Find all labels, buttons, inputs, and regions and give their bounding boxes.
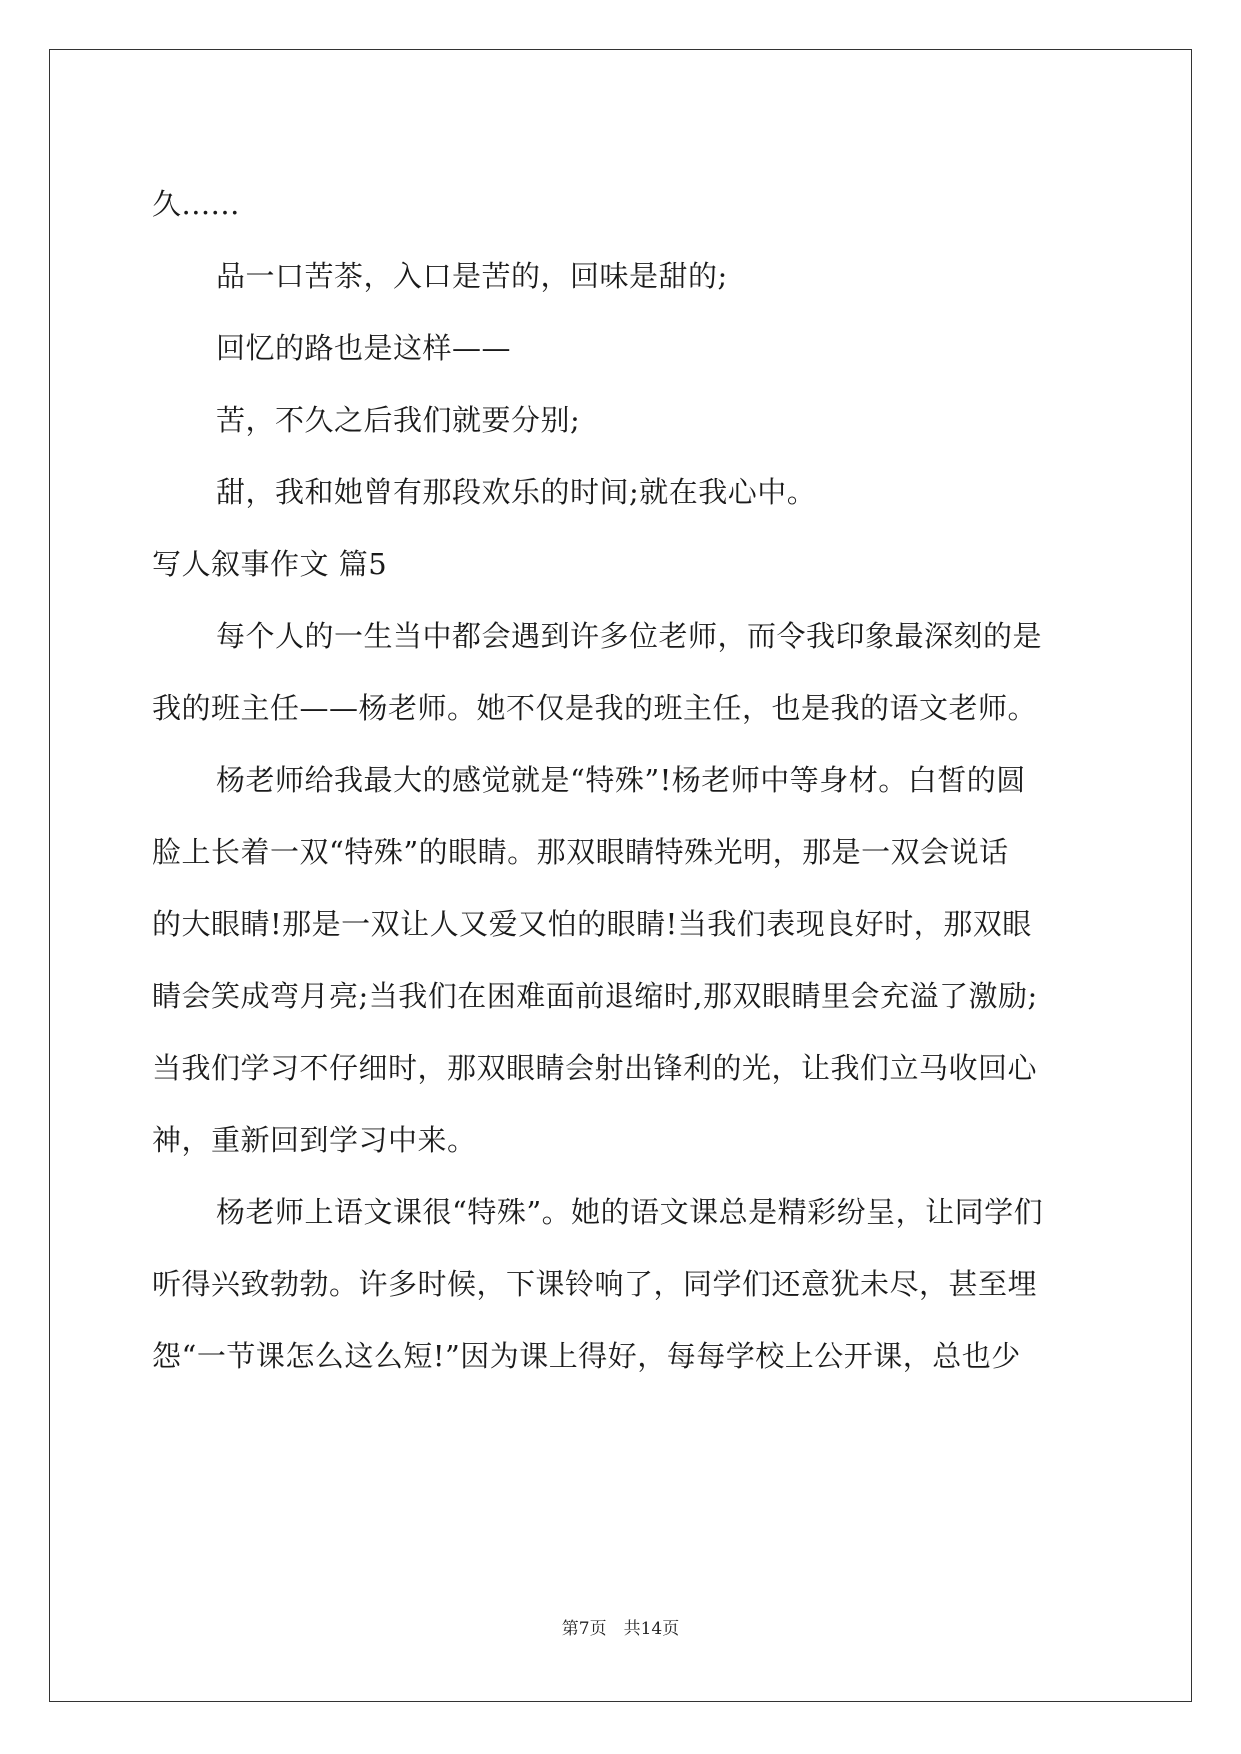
text-line-17: 怨“一节课怎么这么短!”因为课上得好，每每学校上公开课，总也少 bbox=[152, 1339, 1021, 1373]
text-line-4: 苦，不久之后我们就要分别; bbox=[216, 403, 581, 437]
text-line-5: 甜，我和她曾有那段欢乐的时间;就在我心中。 bbox=[216, 475, 817, 509]
text-line-12: 睛会笑成弯月亮;当我们在困难面前退缩时,那双眼睛里会充溢了激励; bbox=[152, 979, 1038, 1013]
text-line-7: 每个人的一生当中都会遇到许多位老师，而令我印象最深刻的是 bbox=[216, 619, 1043, 653]
text-line-14: 神，重新回到学习中来。 bbox=[152, 1123, 477, 1157]
text-line-13: 当我们学习不仔细时，那双眼睛会射出锋利的光，让我们立马收回心 bbox=[152, 1051, 1038, 1085]
text-line-8: 我的班主任——杨老师。她不仅是我的班主任，也是我的语文老师。 bbox=[152, 691, 1038, 725]
text-line-1: 久...... bbox=[152, 187, 240, 221]
text-line-3: 回忆的路也是这样—— bbox=[216, 331, 512, 365]
text-line-16: 听得兴致勃勃。许多时候，下课铃响了，同学们还意犹未尽，甚至埋 bbox=[152, 1267, 1038, 1301]
text-line-11: 的大眼睛!那是一双让人又爱又怕的眼睛!当我们表现良好时，那双眼 bbox=[152, 907, 1032, 941]
document-body bbox=[152, 168, 1092, 1392]
text-line-2: 品一口苦茶，入口是苦的，回味是甜的; bbox=[216, 259, 728, 293]
text-line-9: 杨老师给我最大的感觉就是“特殊”!杨老师中等身材。白皙的圆 bbox=[216, 763, 1026, 797]
page-number-footer: 第7页 共14页 bbox=[561, 1619, 680, 1639]
section-heading: 写人叙事作文 篇5 bbox=[152, 547, 388, 581]
text-line-15: 杨老师上语文课很“特殊”。她的语文课总是精彩纷呈，让同学们 bbox=[216, 1195, 1044, 1229]
text-line-10: 脸上长着一双“特殊”的眼睛。那双眼睛特殊光明，那是一双会说话 bbox=[152, 835, 1009, 869]
